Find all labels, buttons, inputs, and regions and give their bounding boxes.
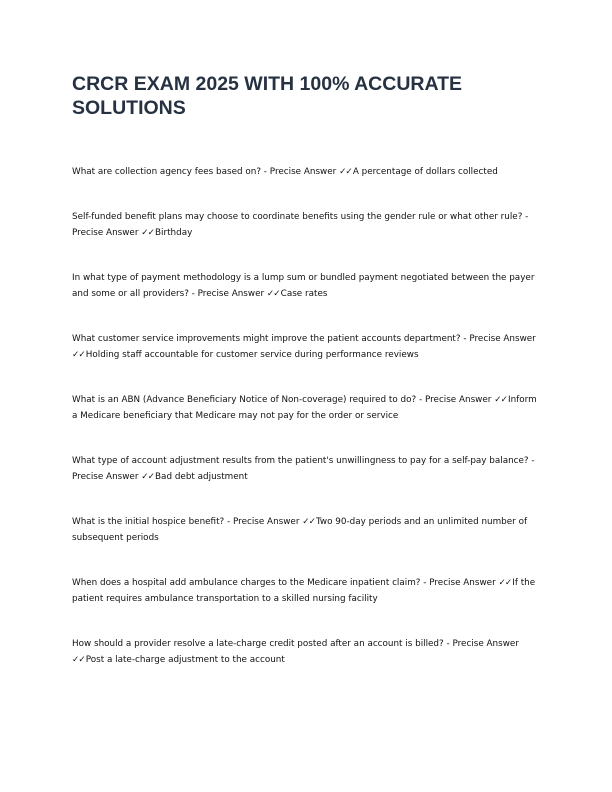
answer-prefix: Precise Answer	[233, 517, 300, 527]
qa-item: How should a provider resolve a late-charge credit posted after an account is billed? - Precise Answer ✓✓Post a late-charge adjustment to the account	[72, 639, 519, 665]
check-icon: ✓✓	[339, 167, 352, 177]
check-icon: ✓✓	[72, 350, 85, 360]
check-icon: ✓✓	[494, 395, 507, 405]
question-text: When does a hospital add ambulance charges to the Medicare inpatient claim?	[72, 578, 421, 588]
question-text: What are collection agency fees based on?	[72, 167, 262, 177]
question-text: In what type of payment methodology is a lump sum or bundled payment negotiated between the payer and some or all providers?	[72, 273, 535, 299]
answer-prefix: Precise Answer	[429, 578, 496, 588]
answer-text: Bad debt adjustment	[155, 472, 248, 482]
question-text: What is the initial hospice benefit?	[72, 517, 225, 527]
answer-text: Inform a Medicare beneficiary that Medicare may not pay for the order or service	[72, 395, 537, 421]
answer-prefix: Precise Answer	[197, 289, 265, 299]
answer-text: A percentage of dollars collected	[352, 167, 498, 177]
qa-item: What is the initial hospice benefit? - Precise Answer ✓✓Two 90-day periods and an unlimited number of subsequent periods	[72, 517, 528, 543]
check-icon: ✓✓	[498, 578, 512, 588]
answer-prefix: Precise Answer	[72, 472, 139, 482]
qa-item: What are collection agency fees based on? - Precise Answer ✓✓A percentage of dollars collected	[72, 167, 498, 177]
qa-item: What type of account adjustment results from the patient's unwillingness to pay for a self-pay balance? - Precise Answer ✓✓Bad debt adjustment	[72, 456, 535, 482]
question-text: How should a provider resolve a late-charge credit posted after an account is billed?	[72, 639, 444, 649]
answer-text: Birthday	[155, 228, 193, 238]
answer-prefix: Precise Answer	[469, 334, 536, 344]
check-icon: ✓✓	[72, 655, 85, 665]
check-icon: ✓✓	[141, 472, 155, 482]
check-icon: ✓✓	[302, 517, 316, 527]
answer-prefix: Precise Answer	[452, 639, 519, 649]
answer-prefix: Precise Answer	[72, 228, 139, 238]
answer-prefix: Precise Answer	[424, 395, 492, 405]
qa-item: What is an ABN (Advance Beneficiary Notice of Non-coverage) required to do? - Precise Answer ✓✓Inform a Medicare beneficiary that Medicare may not pay for the order or service	[72, 395, 537, 421]
qa-item: Self-funded benefit plans may choose to coordinate benefits using the gender rule or what other rule? - Precise Answer ✓✓Birthday	[72, 212, 529, 238]
qa-list	[72, 164, 540, 668]
question-text: Self-funded benefit plans may choose to coordinate benefits using the gender rule or what other rule?	[72, 212, 523, 222]
question-text: What customer service improvements might improve the patient accounts department?	[72, 334, 461, 344]
answer-text: Two 90-day periods and an unlimited number of subsequent periods	[72, 517, 528, 543]
check-icon: ✓✓	[266, 289, 280, 299]
answer-prefix: Precise Answer	[269, 167, 337, 177]
question-text: What is an ABN (Advance Beneficiary Notice of Non-coverage) required to do?	[72, 395, 417, 405]
document-title: CRCR EXAM 2025 WITH 100% ACCURATE SOLUTIONS	[72, 73, 463, 119]
answer-text: Holding staff accountable for customer service during performance reviews	[85, 350, 419, 360]
qa-item: When does a hospital add ambulance charges to the Medicare inpatient claim? - Precise Answer ✓✓If the patient requires ambulance transportation to a skilled nursing facility	[72, 578, 536, 604]
qa-item: In what type of payment methodology is a lump sum or bundled payment negotiated between the payer and some or all providers? - Precise Answer ✓✓Case rates	[72, 273, 535, 299]
qa-item: What customer service improvements might improve the patient accounts department? - Precise Answer ✓✓Holding staff accountable for customer service during performance reviews	[72, 334, 536, 360]
check-icon: ✓✓	[141, 228, 155, 238]
answer-text: Case rates	[280, 289, 328, 299]
answer-text: If the patient requires ambulance transportation to a skilled nursing facility	[72, 578, 536, 604]
answer-text: Post a late-charge adjustment to the account	[85, 655, 285, 665]
question-text: What type of account adjustment results from the patient's unwillingness to pay for a self-pay balance?	[72, 456, 529, 466]
